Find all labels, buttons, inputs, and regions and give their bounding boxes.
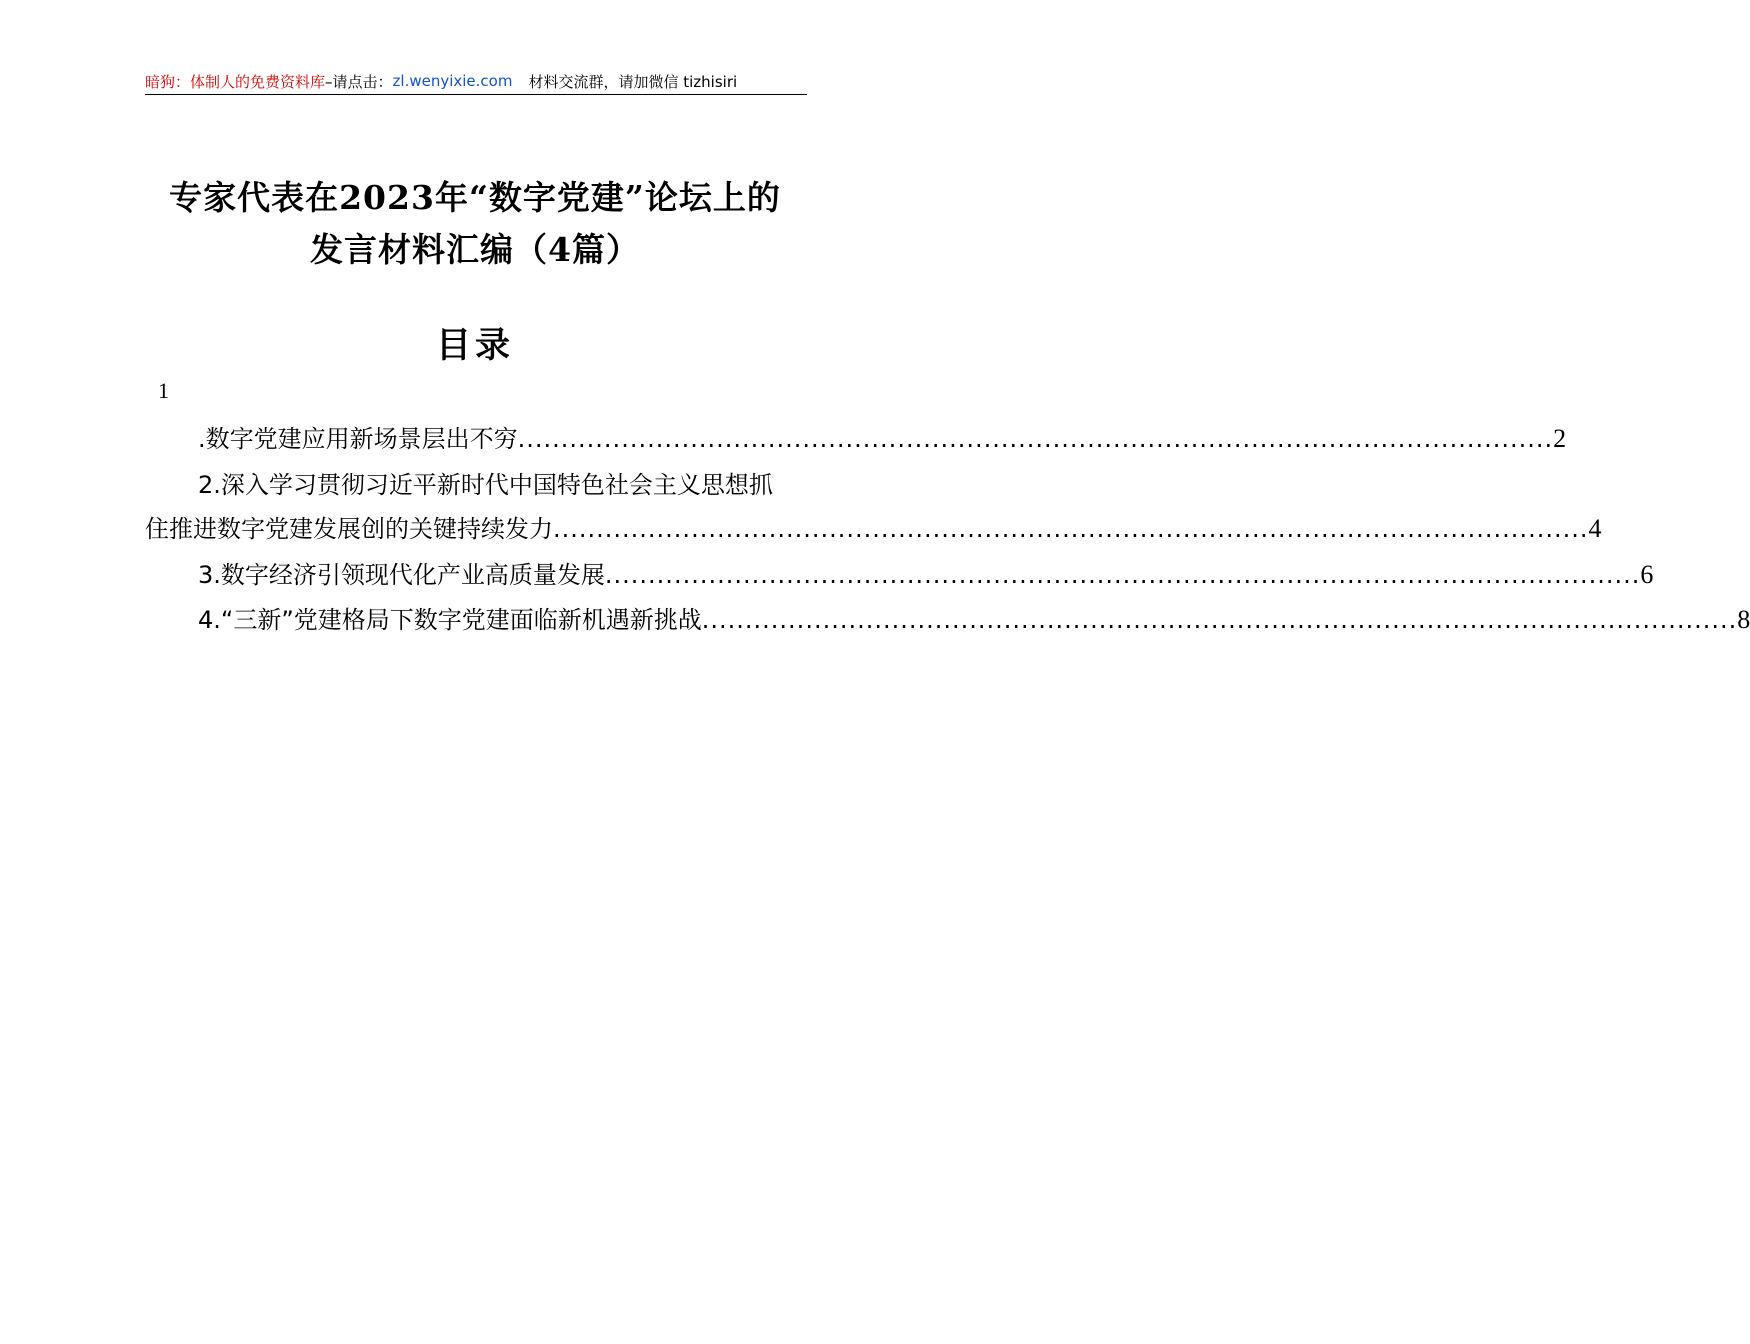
document-title-line2: 发言材料汇编（4篇） [310, 230, 640, 269]
toc-item-1-text: .数字党建应用新场景层出不穷 [198, 425, 518, 453]
header-site-name: 暗狗：体制人的免费资料库 [145, 72, 326, 91]
header-click-prompt: –请点击： [325, 72, 393, 91]
toc-item-2-line1[interactable] [198, 465, 806, 500]
toc-item-2-text-line2: 住推进数字党建发展创的关键持续发力 [145, 515, 553, 543]
toc-item-2-line2[interactable] [145, 509, 1602, 544]
toc-item-4-page: 8 [1737, 605, 1750, 634]
header-link[interactable]: zl.wenyixie.com [392, 72, 513, 90]
toc-item-3-text: 3.数字经济引领现代化产业高质量发展 [198, 561, 605, 589]
toc-item-1[interactable] [198, 419, 1567, 454]
toc-leader-dots: ........................................................................................................................ [701, 606, 1738, 634]
toc-item-2-page: 4 [1588, 514, 1602, 543]
toc-heading: 目录 [435, 325, 514, 366]
document-title-line1: 专家代表在2023年“数字党建”论坛上的 [169, 178, 781, 217]
toc-item-1-page: 2 [1553, 424, 1567, 453]
toc-leader-dots: ........................................................................................................................ [604, 561, 1641, 589]
stray-number: 1 [158, 378, 169, 403]
toc-item-2-text-line1: 2.深入学习贯彻习近平新时代中国特色社会主义思想抓 [198, 471, 773, 499]
toc-item-4-text: 4.“三新”党建格局下数字党建面临新机遇新挑战 [198, 606, 702, 634]
toc-item-4[interactable] [198, 600, 1750, 635]
toc-leader-dots: ........................................................................................................................ [553, 515, 1589, 543]
toc-item-3-page: 6 [1640, 560, 1654, 589]
toc-item-3[interactable] [198, 555, 1654, 590]
header-contact: 材料交流群，请加微信 tizhisiri [528, 72, 738, 91]
page-header [145, 68, 807, 95]
toc-leader-dots: ........................................................................................................................ [517, 425, 1554, 453]
